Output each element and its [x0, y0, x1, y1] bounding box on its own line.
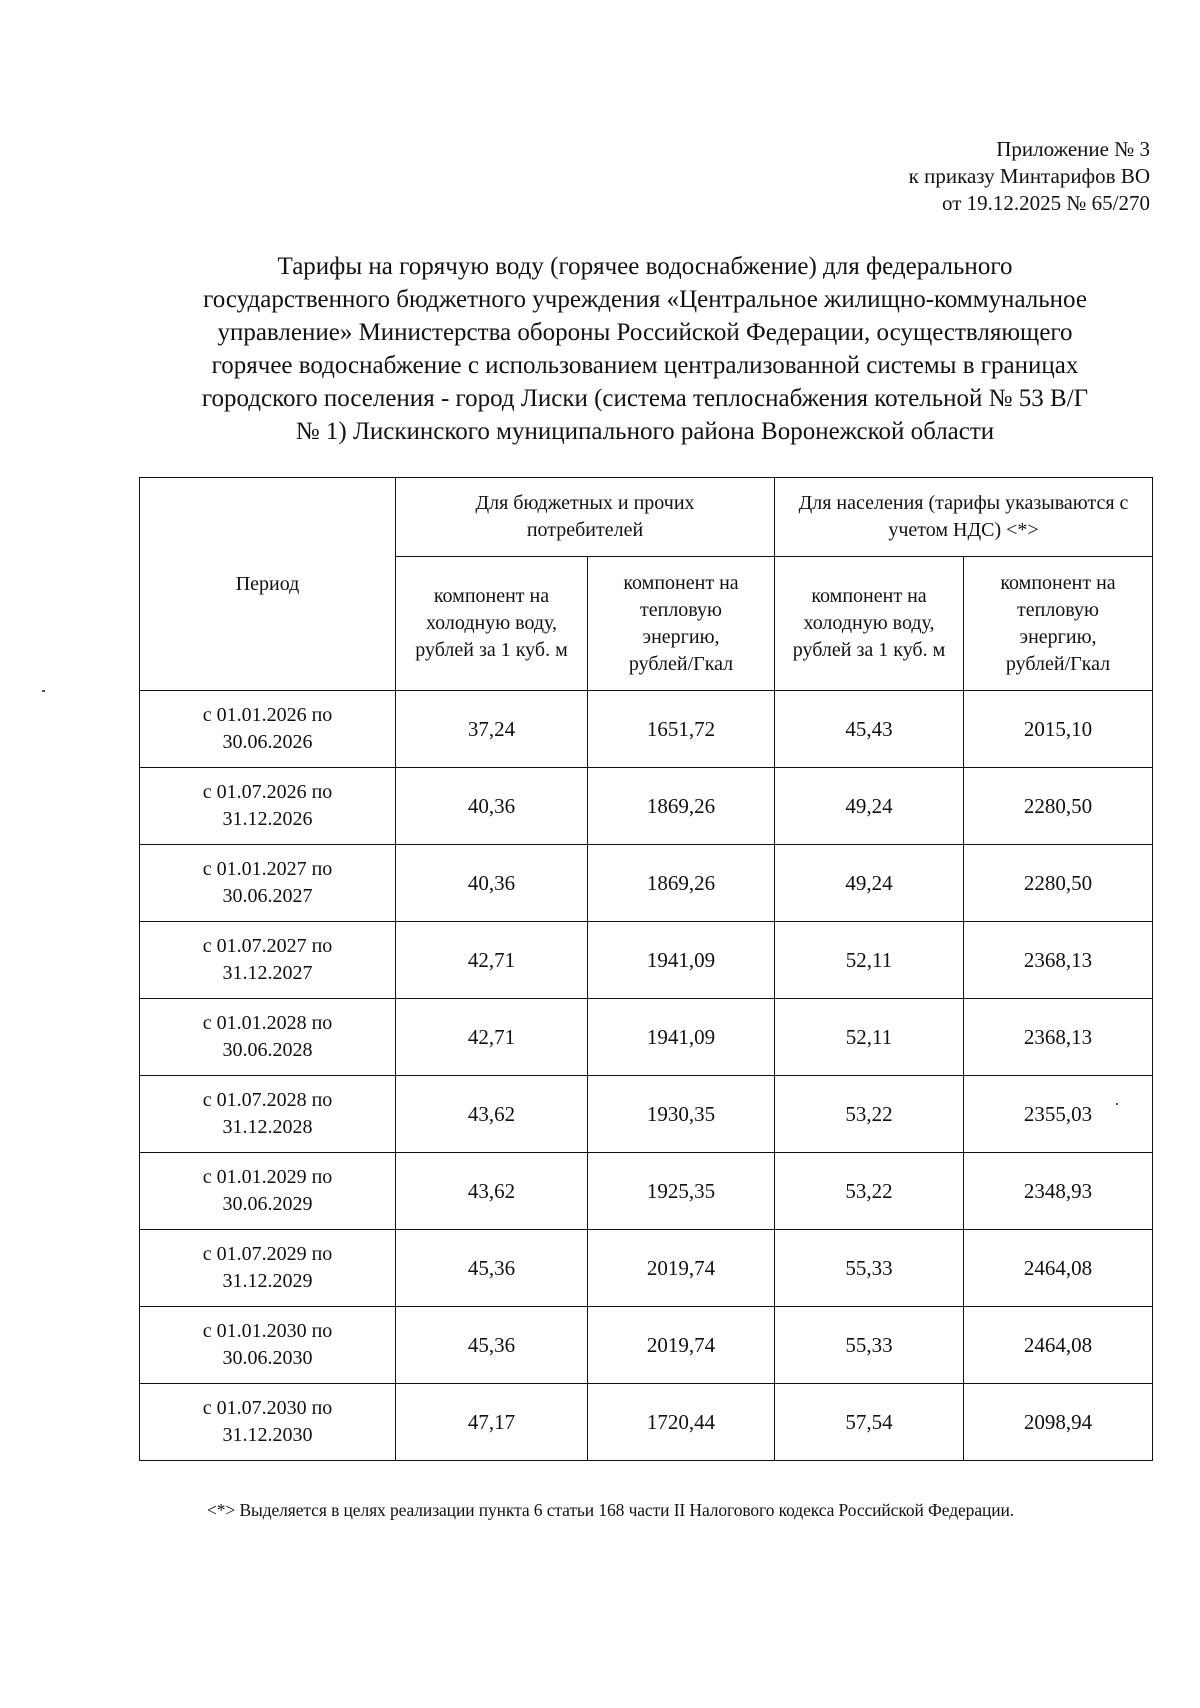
- budget-heat-cell: 1930,35: [588, 1076, 775, 1153]
- table-row: [140, 999, 1153, 1076]
- period-to: 30.06.2030: [222, 1347, 313, 1369]
- period-from: с 01.01.2030 по: [202, 1320, 333, 1342]
- budget-heat-cell: 2019,74: [588, 1230, 775, 1307]
- pop-heat-cell: 2280,50: [964, 768, 1153, 845]
- budget-cold-cell: 43,62: [396, 1153, 588, 1230]
- title-line: государственного бюджетного учреждения «Центральное жилищно-коммунальное: [203, 286, 1087, 313]
- period-to: 30.06.2029: [222, 1193, 313, 1215]
- table-row: [140, 1384, 1153, 1461]
- budget-heat-cell: 1869,26: [588, 768, 775, 845]
- budget-heat-cell: 1941,09: [588, 999, 775, 1076]
- period-from: с 01.07.2026 по: [202, 781, 333, 803]
- budget-heat-cell: 1925,35: [588, 1153, 775, 1230]
- table-row: [140, 691, 1153, 768]
- header-group-row: [140, 478, 1153, 557]
- table-row: [140, 1076, 1153, 1153]
- budget-cold-cell: 43,62: [396, 1076, 588, 1153]
- period-cell: [140, 845, 396, 922]
- budget-cold-cell: 42,71: [396, 999, 588, 1076]
- table-row: [140, 1307, 1153, 1384]
- period-to: 31.12.2029: [222, 1270, 313, 1292]
- pop-heat-cell: 2098,94: [964, 1384, 1153, 1461]
- pop-cold-cell: 55,33: [775, 1307, 964, 1384]
- budget-heat-cell: 1941,09: [588, 922, 775, 999]
- pop-cold-cell: 52,11: [775, 999, 964, 1076]
- period-cell: [140, 999, 396, 1076]
- table-row: [140, 922, 1153, 999]
- budget-cold-cell: 45,36: [396, 1307, 588, 1384]
- appendix-order-ref: к приказу Минтарифов ВО: [908, 164, 1150, 188]
- table-row: [140, 1230, 1153, 1307]
- table-row: [140, 1153, 1153, 1230]
- period-from: с 01.01.2029 по: [202, 1166, 333, 1188]
- period-from: с 01.07.2027 по: [202, 935, 333, 957]
- pop-heat-cell: 2348,93: [964, 1153, 1153, 1230]
- budget-cold-cell: 40,36: [396, 845, 588, 922]
- title-line: горячее водоснабжение с использованием централизованной системы в границах: [211, 352, 1079, 379]
- pop-cold-cell: 53,22: [775, 1076, 964, 1153]
- title-line: Тарифы на горячую воду (горячее водоснабжение) для федерального: [277, 253, 1013, 280]
- scan-artifact: [1116, 1103, 1118, 1105]
- budget-cold-cell: 40,36: [396, 768, 588, 845]
- header-period: Период: [140, 478, 396, 691]
- period-from: с 01.01.2027 по: [202, 858, 333, 880]
- period-to: 31.12.2030: [222, 1424, 313, 1446]
- budget-heat-cell: 1720,44: [588, 1384, 775, 1461]
- pop-cold-cell: 52,11: [775, 922, 964, 999]
- period-cell: [140, 1230, 396, 1307]
- period-from: с 01.01.2028 по: [202, 1012, 333, 1034]
- pop-cold-cell: 55,33: [775, 1230, 964, 1307]
- header-budget-cold: компонент на холодную воду, рублей за 1 куб. м: [396, 557, 588, 691]
- appendix-number: Приложение № 3: [996, 137, 1150, 161]
- document-title: [139, 250, 1151, 448]
- pop-heat-cell: 2015,10: [964, 691, 1153, 768]
- budget-cold-cell: 37,24: [396, 691, 588, 768]
- table-row: [140, 845, 1153, 922]
- title-line: № 1) Лискинского муниципального района Воронежской области: [295, 418, 995, 445]
- pop-cold-cell: 49,24: [775, 845, 964, 922]
- title-line: управление» Министерства обороны Российской Федерации, осуществляющего: [217, 319, 1073, 346]
- appendix-order-date: от 19.12.2025 № 65/270: [941, 191, 1150, 215]
- budget-heat-cell: 2019,74: [588, 1307, 775, 1384]
- period-from: с 01.01.2026 по: [202, 704, 333, 726]
- budget-cold-cell: 45,36: [396, 1230, 588, 1307]
- period-to: 30.06.2028: [222, 1039, 313, 1061]
- header-group-population: Для населения (тарифы указываются с учетом НДС) <*>: [775, 478, 1153, 557]
- period-cell: [140, 691, 396, 768]
- period-cell: [140, 1384, 396, 1461]
- pop-cold-cell: 57,54: [775, 1384, 964, 1461]
- header-pop-heat: компонент на тепловую энергию, рублей/Гкал: [964, 557, 1153, 691]
- pop-cold-cell: 53,22: [775, 1153, 964, 1230]
- period-from: с 01.07.2030 по: [202, 1397, 333, 1419]
- pop-cold-cell: 49,24: [775, 768, 964, 845]
- period-cell: [140, 1153, 396, 1230]
- budget-cold-cell: 47,17: [396, 1384, 588, 1461]
- period-to: 31.12.2026: [222, 808, 313, 830]
- pop-heat-cell: 2368,13: [964, 999, 1153, 1076]
- appendix-reference: [909, 136, 1150, 217]
- footnote: <*> Выделяется в целях реализации пункта 6 статьи 168 части II Налогового кодекса Российской Федерации.: [207, 1500, 1015, 1520]
- period-from: с 01.07.2029 по: [202, 1243, 333, 1265]
- pop-heat-cell: 2464,08: [964, 1230, 1153, 1307]
- period-cell: [140, 1076, 396, 1153]
- period-cell: [140, 1307, 396, 1384]
- period-to: 31.12.2027: [222, 962, 313, 984]
- scan-artifact: [42, 690, 45, 692]
- header-budget-heat: компонент на тепловую энергию, рублей/Гкал: [588, 557, 775, 691]
- period-to: 30.06.2026: [222, 731, 313, 753]
- budget-heat-cell: 1651,72: [588, 691, 775, 768]
- period-cell: [140, 922, 396, 999]
- pop-cold-cell: 45,43: [775, 691, 964, 768]
- pop-heat-cell: 2280,50: [964, 845, 1153, 922]
- period-from: с 01.07.2028 по: [202, 1089, 333, 1111]
- budget-heat-cell: 1869,26: [588, 845, 775, 922]
- budget-cold-cell: 42,71: [396, 922, 588, 999]
- pop-heat-cell: 2368,13: [964, 922, 1153, 999]
- table-row: [140, 768, 1153, 845]
- tariffs-table: [139, 477, 1153, 1461]
- period-to: 30.06.2027: [222, 885, 313, 907]
- header-pop-cold: компонент на холодную воду, рублей за 1 куб. м: [775, 557, 964, 691]
- title-line: городского поселения - город Лиски (система теплоснабжения котельной № 53 В/Г: [201, 385, 1089, 412]
- header-group-budget: Для бюджетных и прочих потребителей: [396, 478, 775, 557]
- pop-heat-cell: 2355,03: [964, 1076, 1153, 1153]
- period-cell: [140, 768, 396, 845]
- pop-heat-cell: 2464,08: [964, 1307, 1153, 1384]
- period-to: 31.12.2028: [222, 1116, 313, 1138]
